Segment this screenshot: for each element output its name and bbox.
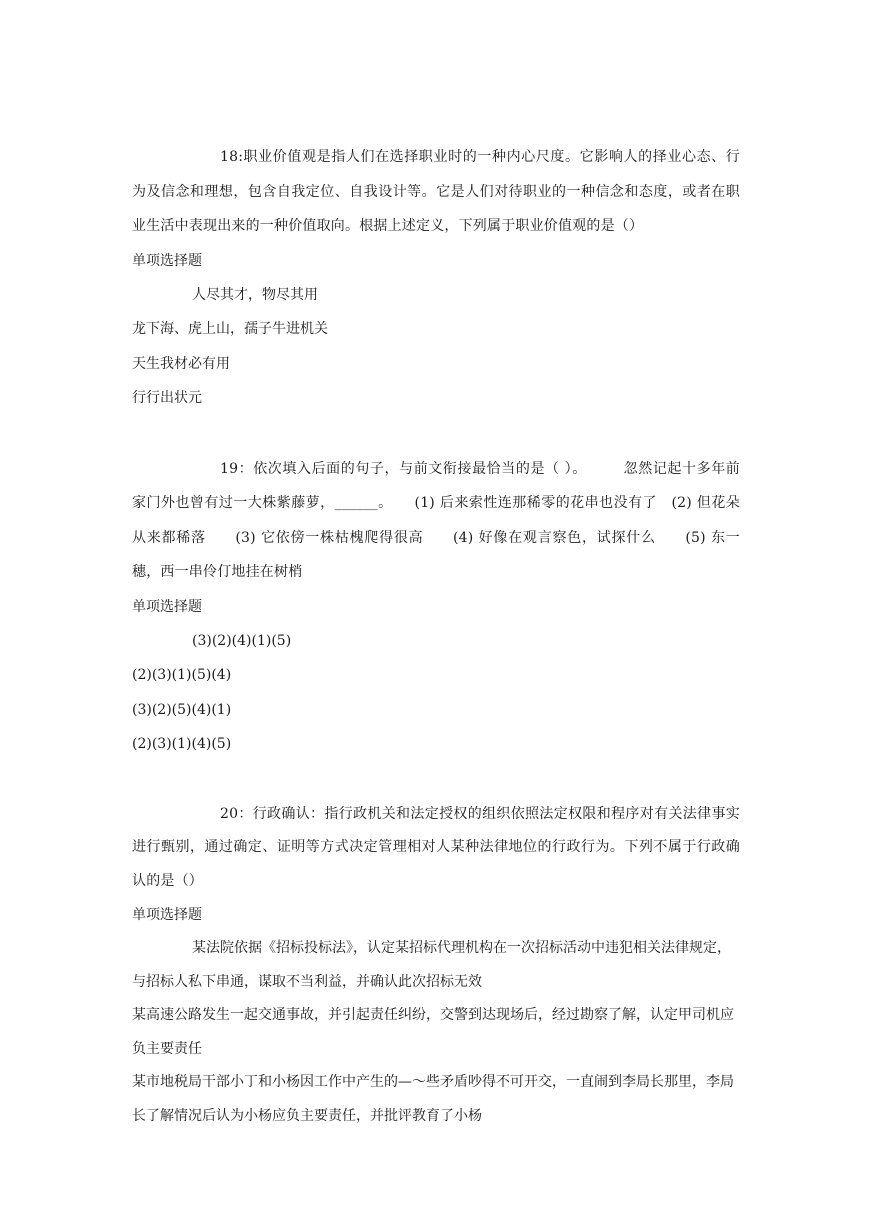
question-list <box>132 140 740 1133</box>
answer-option[interactable]: (2)(3)(1)(5)(4) <box>132 667 232 683</box>
answer-option[interactable]: 天生我材必有用 <box>132 355 230 372</box>
answer-option[interactable]: (3)(2)(5)(4)(1) <box>132 701 232 718</box>
question-type-label: 单项选择题 <box>132 252 202 269</box>
answer-option[interactable]: 人尽其才，物尽其用 <box>192 286 318 303</box>
answer-option[interactable]: 某法院依据《招标投标法》，认定某招标代理机构在一次招标活动中违犯相关法律规定，与招标人私下串通，谋取不当利益，并确认此次招标无效 <box>132 940 731 990</box>
answer-option[interactable]: 龙下海、虎上山，孺子牛进机关 <box>132 321 328 337</box>
question-stem: 20：行政确认：指行政机关和法定授权的组织依照法定权限和程序对有关法律事实进行甄别，通过确定、证明等方式决定管理相对人某种法律地位的行政行为。下列不属于行政确认的是（） <box>132 805 740 889</box>
answer-option[interactable]: 某市地税局干部小丁和小杨因工作中产生的—～些矛盾吵得不可开交，一直闹到李局长那里，李局长了解情况后认为小杨应负主要责任，并批评教育了小杨 <box>132 1074 734 1124</box>
answer-option[interactable]: (3)(2)(4)(1)(5) <box>192 632 292 649</box>
answer-option[interactable]: 某高速公路发生一起交通事故，并引起责任纠纷，交警到达现场后，经过勘察了解，认定甲司机应负主要责任 <box>132 1007 734 1057</box>
answer-option[interactable]: (2)(3)(1)(4)(5) <box>132 736 232 752</box>
question-20 <box>132 798 740 1134</box>
spacer <box>132 416 740 452</box>
answer-option[interactable]: 行行出状元 <box>132 390 202 406</box>
question-type-label: 单项选择题 <box>132 598 202 615</box>
question-stem: 18:职业价值观是指人们在选择职业时的一种内心尺度。它影响人的择业心态、行为及信念和理想，包含自我定位、自我设计等。它是人们对待职业的一种信念和态度，或者在职业生活中表现出来的一种价值取向。根据上述定义，下列属于职业价值观的是（） <box>132 149 740 234</box>
question-stem: 19：依次填入后面的句子，与前文衔接最恰当的是（ ）。 忽然记起十多年前家门外也曾有过一大株紫藤萝，______。 (1) 后来索性连那稀零的花串也没有了 (2) 但花朵从来都稀落 (3) 它依傍一株枯槐爬得很高 (4) 好像在观言察色，试探什么 (5) 东一穗，西一串伶仃地挂在树梢 <box>132 460 740 580</box>
spacer <box>132 762 740 798</box>
question-18 <box>132 140 740 416</box>
question-type-label: 单项选择题 <box>132 907 202 923</box>
question-19 <box>132 452 740 762</box>
